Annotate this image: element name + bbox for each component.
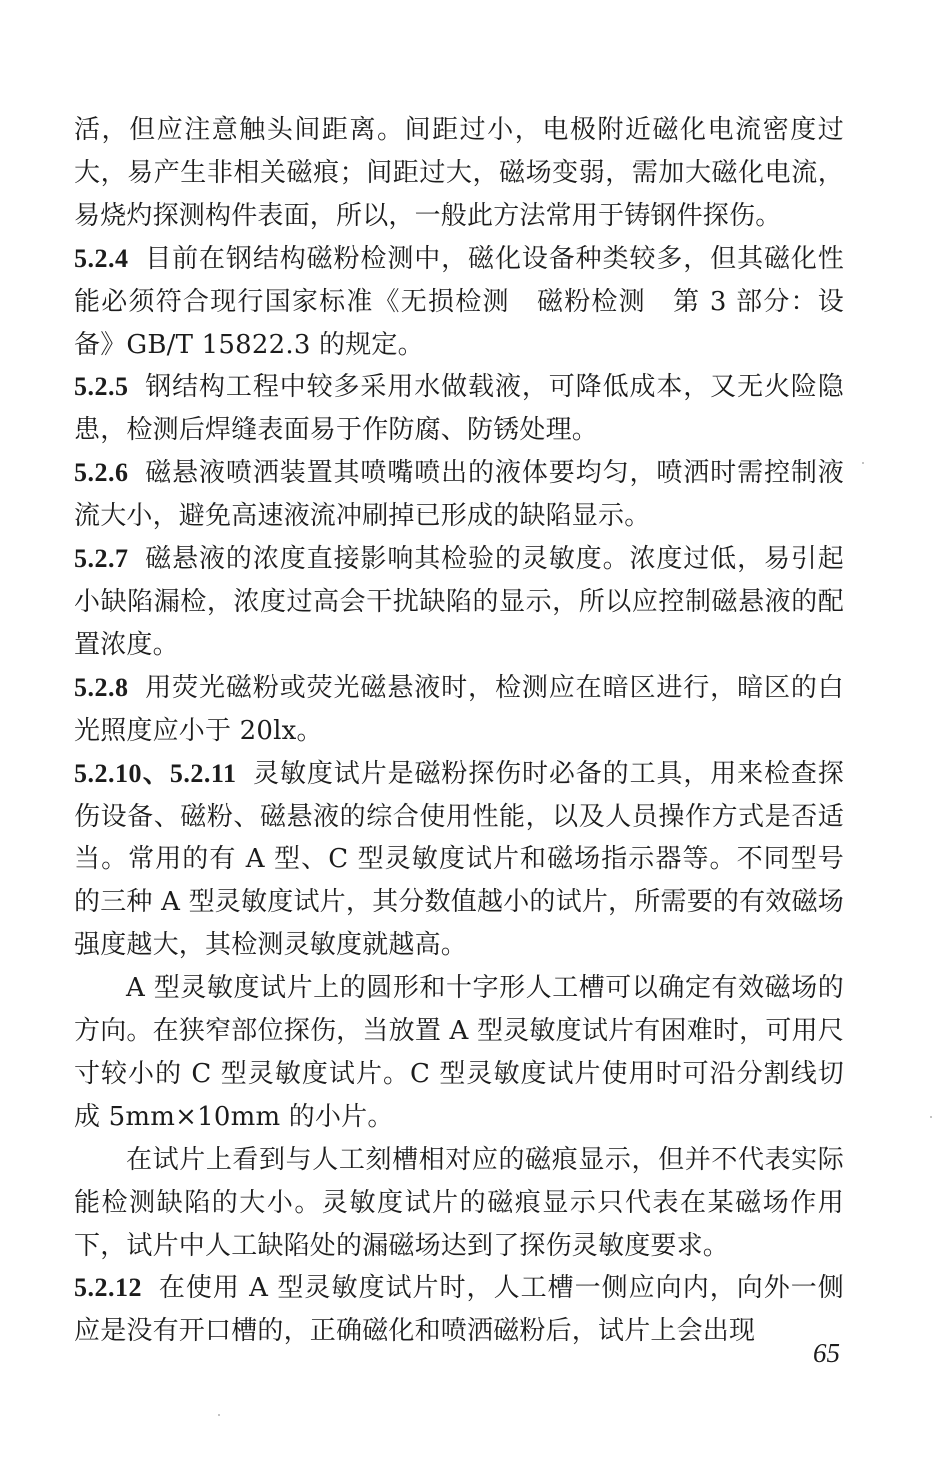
paragraph-text: 目前在钢结构磁粉检测中，磁化设备种类较多，但其磁化性能必须符合现行国家标准《无损检测 磁粉检测 第 3 部分：设备》GB/T 15822.3 的规定。 (74, 243, 844, 360)
body-text (74, 109, 844, 1353)
paragraph (74, 109, 844, 238)
paragraph-text: 磁悬液喷洒装置其喷嘴喷出的液体要均匀，喷洒时需控制液流大小，避免高速液流冲刷掉已形成的缺陷显示。 (74, 458, 844, 532)
clause-number: 5.2.8 (74, 672, 129, 702)
scan-speck (862, 462, 864, 464)
paragraph (74, 538, 844, 667)
clause-number: 5.2.4 (74, 243, 129, 273)
clause-number: 5.2.7 (74, 544, 129, 574)
clause-number: 5.2.10、5.2.11 (74, 758, 237, 788)
page-number: 65 (813, 1338, 840, 1368)
scan-speck (930, 1116, 932, 1118)
paragraph (74, 238, 844, 367)
paragraph (74, 452, 844, 538)
paragraph (74, 753, 844, 968)
paragraph-text: 活，但应注意触头间距离。间距过小，电极附近磁化电流密度过大，易产生非相关磁痕；间距过大，磁场变弱，需加大磁化电流，易烧灼探测构件表面，所以，一般此方法常用于铸钢件探伤。 (74, 115, 844, 231)
clause-number: 5.2.5 (74, 372, 129, 402)
paragraph-text: 在使用 A 型灵敏度试片时，人工槽一侧应向内，向外一侧应是没有开口槽的，正确磁化和喷洒磁粉后，试片上会出现 (74, 1273, 844, 1347)
paragraph-text: A 型灵敏度试片上的圆形和十字形人工槽可以确定有效磁场的方向。在狭窄部位探伤，当放置 A 型灵敏度试片有困难时，可用尺寸较小的 C 型灵敏度试片。C 型灵敏度试片使用时可沿分割线切成 5mm×10mm 的小片。 (74, 973, 844, 1132)
paragraph (74, 967, 844, 1139)
paragraph-text: 磁悬液的浓度直接影响其检验的灵敏度。浓度过低，易引起小缺陷漏检，浓度过高会干扰缺陷的显示，所以应控制磁悬液的配置浓度。 (74, 544, 844, 660)
paragraph (74, 1267, 844, 1353)
clause-number: 5.2.6 (74, 458, 129, 488)
paragraph-text: 钢结构工程中较多采用水做载液，可降低成本，又无火险隐患，检测后焊缝表面易于作防腐、防锈处理。 (74, 372, 844, 446)
scan-speck (218, 1414, 220, 1416)
clause-number: 5.2.12 (74, 1273, 142, 1303)
paragraph (74, 667, 844, 753)
paragraph (74, 366, 844, 452)
paragraph (74, 1139, 844, 1268)
paragraph-text: 用荧光磁粉或荧光磁悬液时，检测应在暗区进行，暗区的白光照度应小于 20lx。 (74, 672, 844, 746)
paragraph-text: 在试片上看到与人工刻槽相对应的磁痕显示，但并不代表实际能检测缺陷的大小。灵敏度试片的磁痕显示只代表在某磁场作用下，试片中人工缺陷处的漏磁场达到了探伤灵敏度要求。 (74, 1144, 844, 1261)
paragraph-text: 灵敏度试片是磁粉探伤时必备的工具，用来检查探伤设备、磁粉、磁悬液的综合使用性能，以及人员操作方式是否适当。常用的有 A 型、C 型灵敏度试片和磁场指示器等。不同型号的三种 A 型灵敏度试片，其分数值越小的试片，所需要的有效磁场强度越大，其检测灵敏度就越高。 (74, 758, 844, 961)
